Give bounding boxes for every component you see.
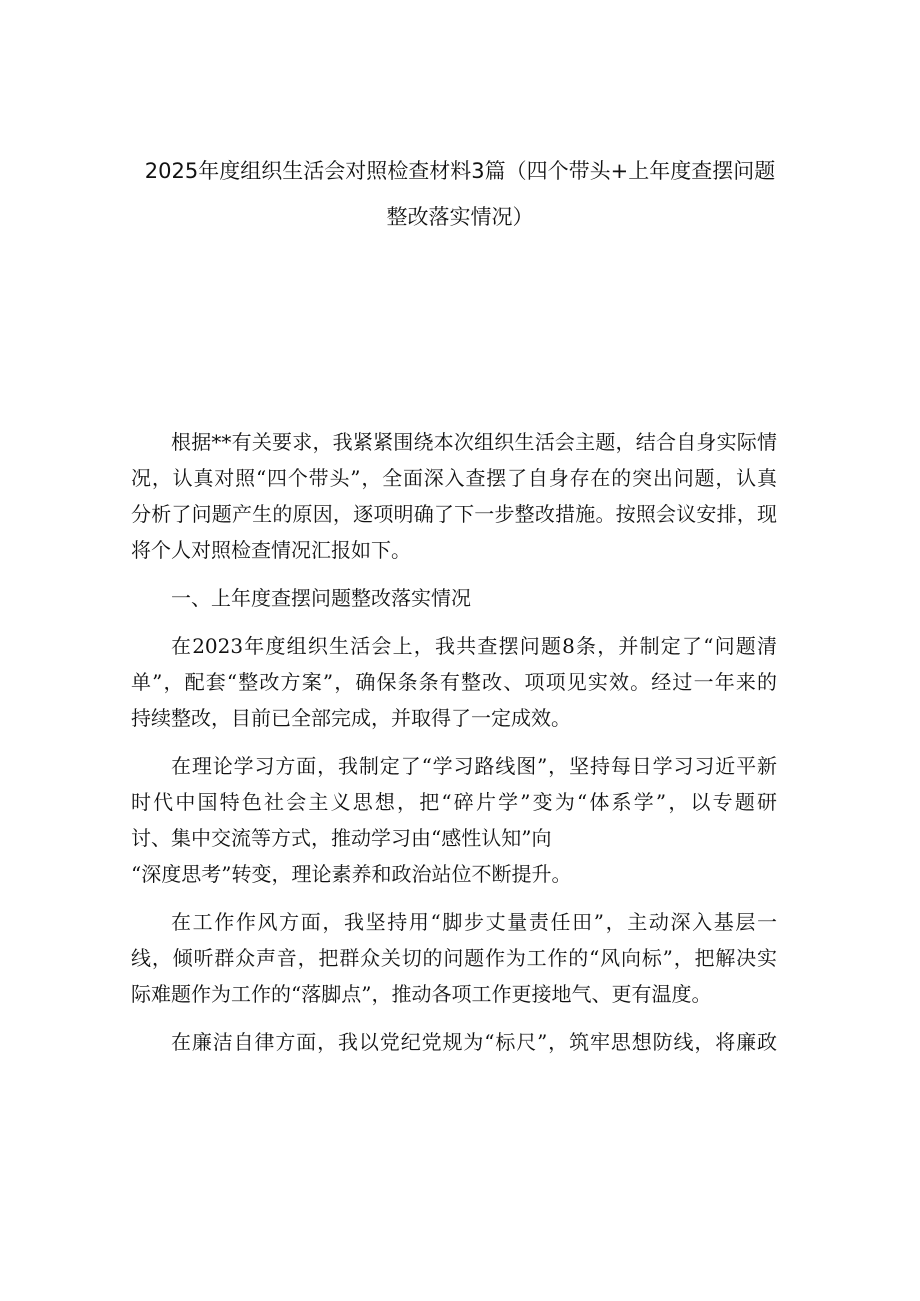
text-line: 在2023年度组织生活会上，我共查摆问题8条，并制定了“问题清 [171, 634, 777, 658]
paragraph-work-style [131, 904, 777, 1012]
paragraph-theory-study [131, 748, 777, 892]
text-line: 在廉洁自律方面，我以党纪党规为“标尺”，筑牢思想防线，将廉政 [171, 1030, 777, 1054]
text-line: “深度思考”转变，理论素养和政治站位不断提升。 [131, 862, 572, 886]
paragraph-intro [131, 424, 777, 568]
text-line: 持续整改，目前已全部完成，并取得了一定成效。 [131, 706, 571, 730]
document-body [131, 424, 777, 1060]
paragraph-summary [131, 628, 777, 736]
text-line: 时代中国特色社会主义思想，把“碎片学”变为“体系学”，以专题研 [131, 790, 777, 814]
title-line-1: 2025年度组织生活会对照检查材料3篇（四个带头+上年度查摆问题 [144, 159, 776, 183]
text-line: 际难题作为工作的“落脚点”，推动各项工作更接地气、更有温度。 [131, 982, 712, 1006]
document-title [120, 148, 800, 240]
section-heading-text: 一、上年度查摆问题整改落实情况 [171, 586, 471, 610]
paragraph-integrity [131, 1024, 777, 1060]
text-line: 在工作作风方面，我坚持用“脚步丈量责任田”，主动深入基层一 [171, 910, 777, 934]
text-line: 况，认真对照“四个带头”，全面深入查摆了自身存在的突出问题，认真 [131, 466, 777, 490]
title-line-2: 整改落实情况） [386, 205, 534, 229]
text-line: 讨、集中交流等方式，推动学习由“感性认知”向 [131, 826, 552, 850]
text-line: 线，倾听群众声音，把群众关切的问题作为工作的“风向标”，把解决实 [131, 946, 777, 970]
text-line: 分析了问题产生的原因，逐项明确了下一步整改措施。按照会议安排，现 [131, 502, 777, 526]
text-line: 将个人对照检查情况汇报如下。 [131, 538, 411, 562]
text-line: 根据**有关要求，我紧紧围绕本次组织生活会主题，结合自身实际情 [171, 430, 777, 454]
section-heading [131, 580, 777, 616]
text-line: 单”，配套“整改方案”，确保条条有整改、项项见实效。经过一年来的 [131, 670, 777, 694]
text-line: 在理论学习方面，我制定了“学习路线图”，坚持每日学习习近平新 [171, 754, 777, 778]
